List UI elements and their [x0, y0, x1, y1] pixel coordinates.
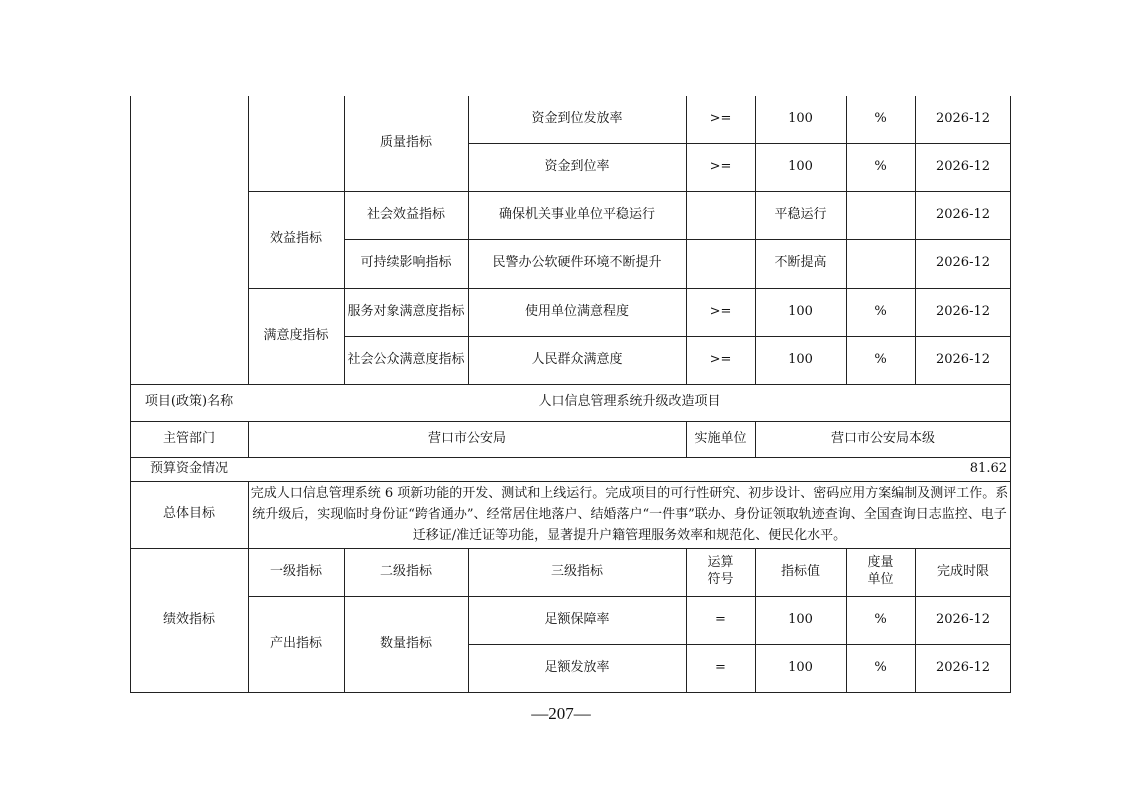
- rule: [130, 692, 1011, 693]
- level2-public-satisfaction: 社会公众满意度指标: [347, 351, 465, 367]
- dept-value: 营口市公安局: [427, 430, 506, 446]
- deadline-cell: 2026-12: [935, 206, 991, 222]
- goal-label: 总体目标: [162, 506, 215, 522]
- budget-label: 预算资金情况: [149, 460, 228, 476]
- operator-cell: >=: [709, 111, 732, 127]
- impl-label: 实施单位: [694, 430, 747, 446]
- level1-output: 产出指标: [269, 635, 322, 651]
- deadline-cell: 2026-12: [935, 158, 991, 174]
- unit-cell: [846, 191, 915, 239]
- header-level2: 二级指标: [379, 563, 432, 579]
- level3-cell: 足额保障率: [544, 611, 610, 627]
- header-value: 指标值: [780, 563, 820, 579]
- project-name-value: 人口信息管理系统升级改造项目: [538, 394, 721, 410]
- operator-cell: >=: [709, 158, 732, 174]
- deadline-cell: 2026-12: [935, 351, 991, 367]
- performance-table: [130, 96, 1011, 693]
- operator-cell: >=: [709, 351, 732, 367]
- header-deadline: 完成时限: [936, 563, 989, 579]
- budget-value: 81.62: [969, 460, 1007, 476]
- value-cell: 100: [788, 659, 813, 675]
- level2-social-benefit: 社会效益指标: [366, 206, 445, 222]
- level3-cell: 民警办公软硬件环境不断提升: [492, 255, 662, 271]
- operator-cell: =: [715, 659, 726, 675]
- header-unit: 度量 单位: [867, 555, 894, 587]
- value-cell: 100: [788, 611, 813, 627]
- operator-cell: [686, 191, 755, 239]
- level3-cell: 资金到位发放率: [531, 111, 623, 127]
- unit-cell: %: [874, 158, 887, 174]
- header-operator: 运算 符号: [707, 555, 734, 587]
- unit-cell: %: [874, 303, 887, 319]
- header-level3: 三级指标: [550, 563, 603, 579]
- deadline-cell: 2026-12: [935, 659, 991, 675]
- level3-cell: 确保机关事业单位平稳运行: [498, 206, 655, 222]
- level1-satisfaction: 满意度指标: [263, 327, 329, 343]
- operator-cell: >=: [709, 303, 732, 319]
- deadline-cell: 2026-12: [935, 255, 991, 271]
- unit-cell: %: [874, 659, 887, 675]
- page-number: —207—: [531, 704, 591, 723]
- level1-benefit: 效益指标: [269, 231, 322, 247]
- level3-cell: 资金到位率: [544, 158, 610, 174]
- level3-cell: 人民群众满意度: [531, 351, 623, 367]
- operator-cell: =: [715, 611, 726, 627]
- project-name-label: 项目(政策)名称: [144, 394, 234, 410]
- header-level1: 一级指标: [269, 563, 322, 579]
- deadline-cell: 2026-12: [935, 611, 991, 627]
- value-cell: 100: [788, 351, 813, 367]
- value-cell: 100: [788, 111, 813, 127]
- impl-value: 营口市公安局本级: [830, 430, 935, 446]
- level2-service-satisfaction: 服务对象满意度指标: [347, 303, 465, 319]
- level2-quantity: 数量指标: [379, 635, 432, 651]
- performance-label: 绩效指标: [162, 611, 215, 627]
- level3-cell: 足额发放率: [544, 659, 610, 675]
- dept-label: 主管部门: [162, 430, 215, 446]
- value-cell: 100: [788, 158, 813, 174]
- level2-sustainable: 可持续影响指标: [360, 255, 452, 271]
- level3-cell: 使用单位满意程度: [524, 303, 629, 319]
- deadline-cell: 2026-12: [935, 303, 991, 319]
- level2-quality: 质量指标: [379, 135, 432, 151]
- unit-cell: %: [874, 351, 887, 367]
- value-cell: 平稳运行: [774, 206, 827, 222]
- goal-text: 完成人口信息管理系统 6 项新功能的开发、测试和上线运行。完成项目的可行性研究、初步设计、密码应用方案编制及测评工作。系统升级后，实现临时身份证“跨省通办”、经常居住地落户、结婚落户“一件事”联办、身份证领取轨迹查询、全国查询日志监控、电子迁移证/准迁证等功能，显著提升户籍管理服务效率和规范化、便民化水平。: [250, 486, 1009, 543]
- value-cell: 不断提高: [774, 255, 827, 271]
- unit-cell: [846, 239, 915, 288]
- unit-cell: %: [874, 611, 887, 627]
- operator-cell: [686, 239, 755, 288]
- unit-cell: %: [874, 111, 887, 127]
- deadline-cell: 2026-12: [935, 111, 991, 127]
- value-cell: 100: [788, 303, 813, 319]
